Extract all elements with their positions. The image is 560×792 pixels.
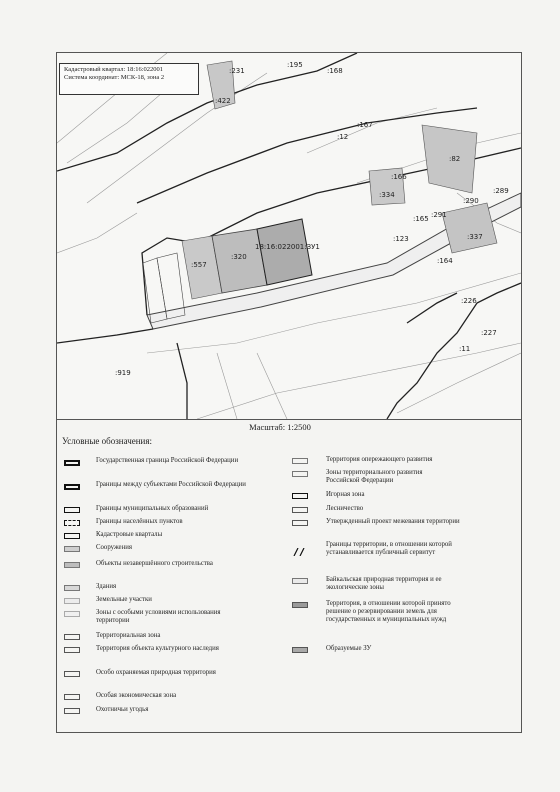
map-label: :231: [229, 67, 245, 75]
legend-swatch: [292, 578, 308, 584]
legend-swatch: [292, 493, 308, 499]
legend-item: Объекты незавершённого строительства: [96, 560, 213, 567]
legend-swatch: [64, 708, 80, 714]
legend-item: Особая экономическая зона: [96, 692, 177, 699]
legend-swatch: [292, 471, 308, 477]
legend-item: Байкальская природная территория и ее экологические зоны: [326, 576, 442, 591]
legend-item: Зоны территориального развития Российской Федерации: [326, 469, 423, 484]
legend-swatch: [292, 507, 308, 513]
legend-item: Сооружения: [96, 544, 132, 551]
quarter-boundary: [177, 343, 187, 419]
legend-swatch: [64, 647, 80, 653]
parcel-boundary: [257, 353, 287, 419]
map-label: :195: [287, 61, 303, 69]
legend-swatch: [64, 507, 80, 513]
parcel-boundary: [57, 213, 137, 253]
quarter-boundary: [387, 283, 521, 419]
map-label: :166: [391, 173, 407, 181]
legend-item: Особо охраняемая природная территория: [96, 669, 216, 676]
legend-swatch: [64, 634, 80, 640]
legend-swatch: [64, 484, 80, 490]
legend-swatch: [292, 602, 308, 608]
legend-swatch: [292, 458, 308, 464]
map-label: :290: [463, 197, 479, 205]
legend-item: Игорная зона: [326, 491, 365, 498]
quarter-boundary: [407, 293, 457, 323]
map-label: :557: [191, 261, 207, 269]
legend-swatch: [64, 694, 80, 700]
map-label: :289: [493, 187, 509, 195]
legend-item: Лесничество: [326, 505, 364, 512]
map-info-box: [59, 63, 199, 95]
map-label: :320: [231, 253, 247, 261]
servitude-hatch-icon: [292, 543, 308, 549]
parcel-boundary: [197, 343, 521, 419]
map-label: :164: [437, 257, 453, 265]
legend-item: Здания: [96, 583, 117, 590]
legend-item: Территориальная зона: [96, 632, 161, 639]
map-label: :226: [461, 297, 477, 305]
legend-swatch: [64, 520, 80, 526]
map-scale: Масштаб: 1:2500: [249, 422, 311, 432]
legend-item: Земельные участки: [96, 596, 152, 603]
legend-item: Территория объекта культурного наследия: [96, 645, 219, 652]
map-label: :227: [481, 329, 497, 337]
map-label: :123: [393, 235, 409, 243]
coordinate-system-text: Система координат: МСК-18, зона 2: [64, 74, 165, 81]
legend-swatch: [64, 460, 80, 466]
legend-swatch: [64, 562, 80, 568]
parcel-boundary: [397, 353, 521, 413]
zu1-label: 18:16:022001:ЗУ1: [255, 243, 320, 251]
legend-item: Кадастровые кварталы: [96, 531, 163, 538]
map-label: :12: [337, 133, 349, 141]
legend-item: Территория опережающего развития: [326, 456, 433, 463]
cadastral-quarter-text: Кадастровый квартал: 18:16:022001: [64, 66, 164, 73]
map-label: :337: [467, 233, 483, 241]
legend-item: Образуемые ЗУ: [326, 645, 372, 652]
legend-item: Границы муниципальных образований: [96, 505, 209, 512]
legend-swatch: [64, 585, 80, 591]
parcel-337: [442, 203, 497, 253]
map-label: :422: [215, 97, 231, 105]
new-parcel-zu1: [257, 219, 312, 285]
legend-item: Границы между субъектами Российской Федерации: [96, 481, 246, 488]
map-frame: [56, 52, 522, 420]
legend-swatch: [292, 520, 308, 526]
map-label: :165: [413, 215, 429, 223]
cadastral-map: [57, 53, 521, 419]
map-label: :919: [115, 369, 131, 377]
legend-swatch: [64, 533, 80, 539]
map-label: :334: [379, 191, 395, 199]
legend-item: Границы территории, в отношении которой устанавливается публичный сервитут: [326, 541, 452, 556]
map-label: :291: [431, 211, 447, 219]
map-label: :11: [459, 345, 471, 353]
legend-swatch: [64, 611, 80, 617]
legend-swatch: [64, 598, 80, 604]
legend-title: Условные обозначения:: [62, 436, 153, 446]
legend-item: Утвержденный проект межевания территории: [326, 518, 460, 525]
map-label: :168: [327, 67, 343, 75]
legend-item: Охотничьи угодья: [96, 706, 149, 713]
legend-swatch: [292, 647, 308, 653]
legend-swatch: [64, 546, 80, 552]
map-label: :82: [449, 155, 461, 163]
parcel-boundary: [307, 108, 437, 153]
quarter-boundary: [57, 329, 153, 343]
legend-item: Зоны с особыми условиями использования территории: [96, 609, 221, 624]
legend-swatch: [64, 671, 80, 677]
map-label: :167: [357, 121, 373, 129]
legend-item: Государственная граница Российской Федерации: [96, 457, 239, 464]
legend-item: Территория, в отношении которой принято решение о резервировании земель для государственных и муниципальных нужд: [326, 600, 451, 623]
legend-item: Границы населённых пунктов: [96, 518, 183, 525]
